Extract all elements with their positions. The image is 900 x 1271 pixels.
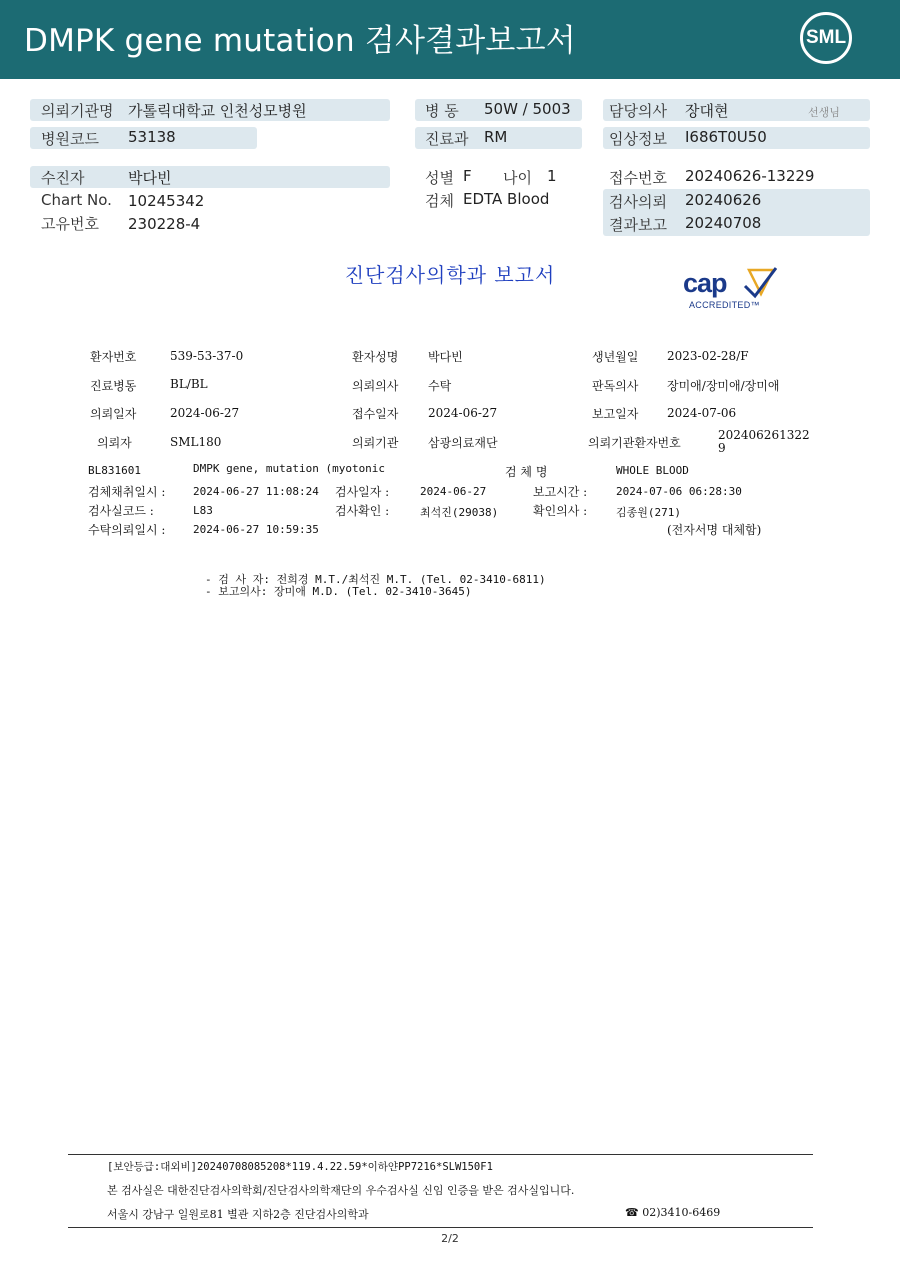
- r1-value2: 박다빈: [428, 350, 463, 364]
- hosp-code-value: 53138: [128, 128, 176, 146]
- age-value: 1: [547, 167, 557, 185]
- footer-phone: ☎ 02)3410-6469: [625, 1206, 721, 1219]
- age-label: 나이: [503, 169, 532, 187]
- c2-label: 검사일자 :: [335, 485, 390, 499]
- receipt-value: 20240626-13229: [685, 167, 815, 185]
- footer-divider-bottom: [68, 1227, 813, 1228]
- r3-label2: 접수일자: [352, 407, 399, 421]
- e1-value: 2024-06-27 10:59:35: [193, 523, 319, 536]
- test-req-label: 검사의뢰: [609, 193, 667, 211]
- c1-value: 2024-06-27 11:08:24: [193, 485, 319, 498]
- r1-label3: 생년월일: [592, 350, 639, 364]
- req-org-label: 의뢰기관명: [41, 102, 114, 120]
- cap-accredited-logo: [683, 268, 760, 310]
- req-org-value: 가톨릭대학교 인천성모병원: [128, 102, 307, 120]
- r3-value1: 2024-06-27: [170, 406, 240, 420]
- r2-value1: BL/BL: [170, 377, 208, 391]
- d3-value: 김종원(271): [616, 506, 681, 519]
- cap-logo-text: cap: [683, 268, 727, 298]
- r4-value1: SML180: [170, 435, 222, 449]
- r2-label2: 의뢰의사: [352, 379, 399, 393]
- reporter-line: - 보고의사: 장미애 M.D. (Tel. 02-3410-3645): [205, 585, 472, 598]
- receipt-label: 접수번호: [609, 169, 667, 187]
- ward-value: 50W / 5003: [484, 100, 571, 118]
- r2-label3: 판독의사: [592, 379, 639, 393]
- r4-value2: 삼광의료재단: [428, 436, 498, 450]
- d1-value: L83: [193, 504, 213, 517]
- c3-value: 2024-07-06 06:28:30: [616, 485, 742, 498]
- test-name: DMPK gene, mutation (myotonic: [193, 462, 386, 475]
- page-title: DMPK gene mutation 검사결과보고서: [24, 23, 576, 59]
- test-req-value: 20240626: [685, 191, 762, 209]
- r1-value1: 539-53-37-0: [170, 349, 244, 363]
- spec-name-value: WHOLE BLOOD: [616, 464, 689, 477]
- doctor-label: 담당의사: [609, 102, 667, 120]
- checkmark-icon: [737, 266, 777, 300]
- r4-value3b: 9: [718, 441, 726, 455]
- r4-value3a: 202406261322: [718, 428, 810, 442]
- r3-label1: 의뢰일자: [90, 407, 137, 421]
- spec-name-label: 검 체 명: [505, 465, 548, 479]
- report-title: 진단검사의학과 보고서: [344, 263, 556, 287]
- uid-label: 고유번호: [41, 215, 99, 233]
- doctor-value: 장대현: [685, 102, 729, 120]
- footer-address: 서울시 강남구 일원로81 별관 지하2층 진단검사의학과: [107, 1208, 369, 1221]
- e-signature-note: (전자서명 대체함): [667, 523, 762, 537]
- hosp-code-label: 병원코드: [41, 130, 99, 148]
- r1-label1: 환자번호: [90, 350, 137, 364]
- result-label: 결과보고: [609, 216, 667, 234]
- r3-label3: 보고일자: [592, 407, 639, 421]
- c2-value: 2024-06-27: [420, 485, 487, 498]
- chart-label: Chart No.: [41, 191, 112, 209]
- dept-label: 진료과: [425, 130, 469, 148]
- c1-label: 검체채취일시 :: [88, 485, 166, 499]
- r2-value3: 장미애/장미애/장미애: [667, 379, 780, 393]
- uid-value: 230228-4: [128, 215, 201, 233]
- dept-value: RM: [484, 128, 508, 146]
- r3-value2: 2024-06-27: [428, 406, 498, 420]
- footer-divider-top: [68, 1154, 813, 1155]
- r4-label2: 의뢰기관: [352, 436, 399, 450]
- sex-value: F: [463, 167, 472, 185]
- patient-label: 수진자: [41, 169, 85, 187]
- r1-value3: 2023-02-28/F: [667, 349, 749, 363]
- clinical-value: I686T0U50: [685, 128, 767, 146]
- d3-label: 확인의사 :: [533, 504, 588, 518]
- test-code: BL831601: [88, 464, 141, 477]
- r4-label3: 의뢰기관환자번호: [588, 436, 681, 450]
- r3-value3: 2024-07-06: [667, 406, 737, 420]
- d2-label: 검사확인 :: [335, 504, 390, 518]
- r1-label2: 환자성명: [352, 350, 399, 364]
- sml-logo-text: SML: [805, 27, 847, 48]
- cap-accredited-text: ACCREDITED™: [689, 300, 760, 310]
- r2-value2: 수탁: [428, 379, 452, 393]
- specimen-label: 검체: [425, 192, 454, 210]
- d1-label: 검사실코드 :: [88, 504, 154, 518]
- clinical-label: 임상정보: [609, 130, 667, 148]
- footer-certification: 본 검사실은 대한진단검사의학회/진단검사의학재단의 우수검사실 신임 인증을 받은 검사실입니다.: [107, 1184, 575, 1197]
- patient-value: 박다빈: [128, 169, 172, 187]
- report-header: [0, 0, 900, 79]
- specimen-value: EDTA Blood: [463, 190, 550, 208]
- e1-label: 수탁의뢰일시 :: [88, 523, 166, 537]
- footer-security-line: [보안등급:대외비]20240708085208*119.4.22.59*이하얀PP7216*SLW150F1: [107, 1161, 493, 1173]
- doctor-suffix: 선생님: [808, 106, 840, 119]
- sex-label: 성별: [425, 169, 454, 187]
- page-number: 2/2: [441, 1232, 459, 1245]
- r2-label1: 진료병동: [90, 379, 137, 393]
- c3-label: 보고시간 :: [533, 485, 588, 499]
- chart-value: 10245342: [128, 192, 205, 210]
- r4-label1: 의뢰자: [97, 436, 132, 450]
- tester-line: - 검 사 자: 전희경 M.T./최석진 M.T. (Tel. 02-3410-6811): [205, 573, 546, 586]
- d2-value: 최석진(29038): [420, 506, 499, 519]
- ward-label: 병 동: [425, 102, 459, 120]
- result-value: 20240708: [685, 214, 762, 232]
